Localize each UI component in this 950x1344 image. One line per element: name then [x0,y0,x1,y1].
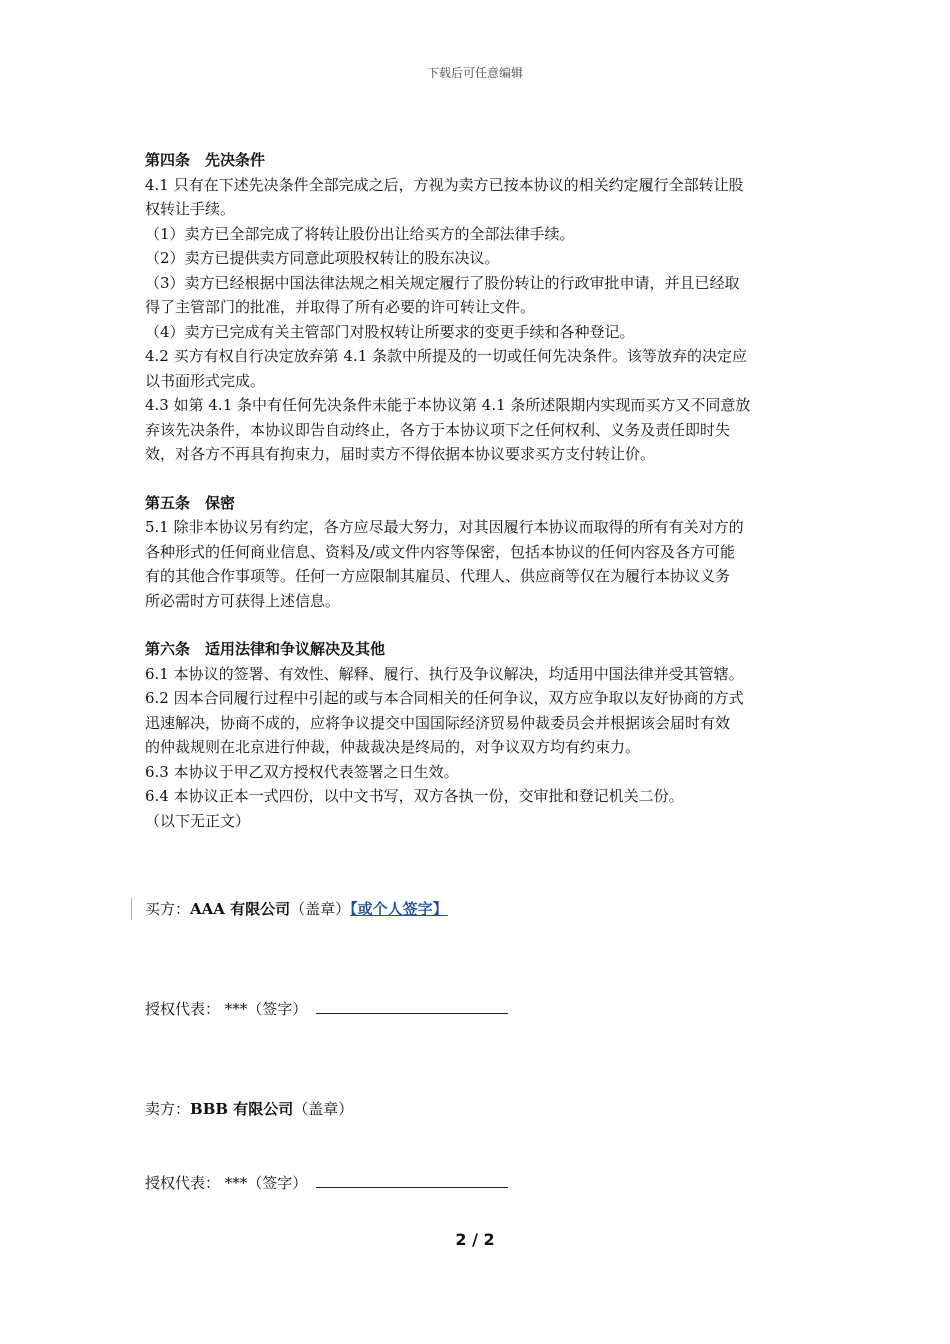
paragraph-line: 6.1 本协议的签署、有效性、解释、履行、执行及争议解决，均适用中国法律并受其管辖。 [145,664,744,683]
buyer-representative-line [145,998,810,1019]
personal-signature-link[interactable]: 【或个人签字】 [350,900,448,918]
section-heading: 第四条 先决条件 [145,151,266,169]
paragraph-line: 4.3 如第 4.1 条中有任何先决条件未能于本协议第 4.1 条所述限期内实现而买方又不同意放 [145,396,751,414]
buyer-rep-label: 授权代表： [145,1000,221,1018]
paragraph-line: 以书面形式完成。 [145,371,266,390]
paragraph-line: 4.2 买方有权自行决定放弃第 4.1 条款中所提及的一切或任何先决条件。该等放弃的决定应 [145,347,748,365]
paragraph-line: 弃该先决条件，本协议即告自动终止，各方于本协议项下之任何权利、义务及责任即时失 [145,420,731,439]
page-number: 2 / 2 [455,1230,495,1249]
paragraph-line: 所必需时方可获得上述信息。 [145,591,341,610]
document-body [145,148,810,833]
section-heading: 第六条 适用法律和争议解决及其他 [145,640,386,658]
paragraph-line: 各种形式的任何商业信息、资料及/或文件内容等保密，包括本协议的任何内容及各方可能 [145,542,736,561]
buyer-signature-blank[interactable] [316,999,508,1014]
seller-rep-label: 授权代表： [145,1174,221,1192]
seller-rep-value: ***（签字） [224,1174,308,1192]
seller-representative-line [145,1172,810,1193]
paragraph-line: 效，对各方不再具有拘束力，届时卖方不得依据本协议要求买方支付转让价。 [145,445,656,463]
seller-signature-line [145,1098,810,1119]
paragraph-line: （1）卖方已全部完成了将转让股份出让给买方的全部法律手续。 [145,224,575,243]
paragraph-line: 5.1 除非本协议另有约定，各方应尽最大努力，对其因履行本协议而取得的所有有关对方的 [145,518,744,536]
buyer-name: AAA 有限公司 [190,900,291,918]
buyer-seal: （盖章） [290,900,351,918]
paragraph-line: 得了主管部门的批准，并取得了所有必要的许可转让文件。 [145,298,536,316]
buyer-rep-value: ***（签字） [224,1000,308,1018]
page-header: 下载后可任意编辑 [426,66,523,80]
paragraph-line: 4.1 只有在下述先决条件全部完成之后，方视为卖方已按本协议的相关约定履行全部转让股 [145,175,744,194]
paragraph-line: （3）卖方已经根据中国法律法规之相关规定履行了股份转让的行政审批申请，并且已经取 [145,273,740,292]
seller-signature-blank[interactable] [316,1173,508,1188]
paragraph-line: 6.2 因本合同履行过程中引起的或与本合同相关的任何争议，双方应争取以友好协商的方式 [145,689,744,707]
paragraph-line: （4）卖方已完成有关主管部门对股权转让所要求的变更手续和各种登记。 [145,322,635,341]
seller-label: 卖方： [145,1100,191,1118]
paragraph-line: （2）卖方已提供卖方同意此项股权转让的股东决议。 [145,249,500,267]
paragraph-line: 6.3 本协议于甲乙双方授权代表签署之日生效。 [145,762,459,781]
buyer-label: 买方： [145,900,191,918]
section-5 [145,491,810,614]
edit-cursor-marker [131,898,132,920]
paragraph-line: （以下无正文） [145,811,251,830]
paragraph-line: 的仲裁规则在北京进行仲裁，仲裁裁决是终局的，对争议双方均有约束力。 [145,738,641,756]
paragraph-line: 6.4 本协议正本一式四份，以中文书写，双方各执一份，交审批和登记机关二份。 [145,787,684,805]
section-heading: 第五条 保密 [145,493,236,512]
paragraph-line: 迅速解决，协商不成的，应将争议提交中国国际经济贸易仲裁委员会并根据该会届时有效 [145,713,731,732]
section-4 [145,148,810,467]
seller-name: BBB 有限公司 [190,1100,294,1118]
seller-seal: （盖章） [293,1100,354,1118]
paragraph-line: 有的其他合作事项等。任何一方应限制其雇员、代理人、供应商等仅在为履行本协议义务 [145,567,731,585]
section-6 [145,637,810,833]
paragraph-line: 权转让手续。 [145,200,236,218]
buyer-signature-line [145,898,810,919]
